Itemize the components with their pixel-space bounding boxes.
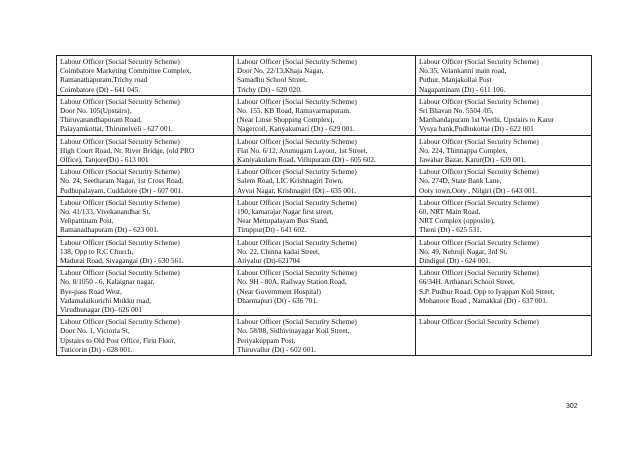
address-line: No. 49, Nehruji Nagar, 3rd St, bbox=[419, 246, 508, 256]
office-title: Labour Officer (Social Security Scheme) bbox=[419, 57, 539, 66]
address-cell bbox=[57, 316, 234, 356]
address-line: No.35, Velankanni main road, bbox=[419, 66, 507, 76]
address-cell bbox=[416, 236, 592, 267]
address-line: Dindigul (Dt) - 624 001. bbox=[419, 256, 491, 266]
address-cell bbox=[234, 95, 416, 135]
office-title: Labour Officer (Social Security Scheme) bbox=[60, 96, 180, 106]
address-table-body bbox=[57, 56, 592, 356]
address-line: Avvai Nagar, Krishnagiri (Dt) - 635 001. bbox=[237, 185, 357, 195]
address-line: Tuticorin (Dt) - 628 001. bbox=[60, 344, 133, 354]
office-title: Labour Officer (Social Security Scheme) bbox=[237, 57, 357, 66]
address-line: 60, NRT Main Road, bbox=[419, 207, 481, 217]
address-cell bbox=[57, 166, 234, 197]
address-line: Ramanadhapuram (Dt) - 623 001. bbox=[60, 225, 159, 235]
address-line: Periyakuppam Post, bbox=[237, 335, 296, 345]
office-title: Labour Officer (Social Security Scheme) bbox=[419, 167, 539, 177]
office-title: Labour Officer (Social Security Scheme) bbox=[237, 317, 357, 327]
address-line: Office), Tanjore(Dt) - 613 001 bbox=[60, 155, 149, 165]
address-line: No. 58/88, Sidhivinayagar Koil Street, bbox=[237, 326, 350, 336]
address-line: Door No. 105(Upstairs), bbox=[60, 106, 132, 116]
address-line: S.P. Pudhur Road, Opp to Iyappan Koil Street, bbox=[419, 286, 555, 296]
office-title: Labour Officer (Social Security Scheme) bbox=[237, 167, 357, 177]
address-line: No. 41/133, Vivekanandhar St, bbox=[60, 207, 151, 217]
address-line: Coimbatore Marketing Committee Complex, bbox=[60, 66, 192, 76]
office-title: Labour Officer (Social Security Scheme) bbox=[60, 136, 180, 146]
office-title: Labour Officer (Social Security Scheme) bbox=[237, 96, 357, 106]
address-line: Tiruppur(Dt) - 641 602. bbox=[237, 225, 307, 235]
table-row bbox=[57, 236, 592, 267]
address-line: 138, Opp to R.C Church, bbox=[60, 246, 134, 256]
address-line: Door No. 22/13,Khaja Nagar, bbox=[237, 66, 324, 76]
address-line: Puthur, Manjakollai Post bbox=[419, 75, 492, 85]
address-line: Vysya bank,Pudhukottai (Dt) - 622 001 bbox=[419, 124, 534, 134]
address-cell bbox=[416, 166, 592, 197]
address-cell bbox=[57, 95, 234, 135]
address-line: Door No. 1, Victoria St, bbox=[60, 326, 130, 336]
table-row bbox=[57, 316, 592, 356]
address-line: Nagercoil, Kanyakumari (Dt) - 629 001. bbox=[237, 124, 355, 134]
table-row bbox=[57, 196, 592, 236]
address-line: Thiruvanandhapuram Road, bbox=[60, 115, 142, 125]
address-cell bbox=[234, 166, 416, 197]
page-number: 302 bbox=[566, 403, 578, 410]
address-line: Flat No. 6/12, Arumugam Layout, 1st Street, bbox=[237, 145, 368, 155]
address-line: Dharmapuri (Dt) - 636 701. bbox=[237, 295, 318, 305]
address-line: No. 224, Thinnappa Complex, bbox=[419, 145, 508, 155]
office-title: Labour Officer (Social Security Scheme) bbox=[60, 197, 180, 207]
office-title: Labour Officer (Social Security Scheme) bbox=[60, 167, 180, 177]
table-row bbox=[57, 95, 592, 135]
address-line: (Near Linse Shopping Complex), bbox=[237, 115, 335, 125]
address-line: Pudhupalayam, Cuddalore (Dt) - 607 001. bbox=[60, 185, 184, 195]
address-cell bbox=[57, 196, 234, 236]
address-line: Trichy (Dt) - 620 020. bbox=[237, 84, 302, 94]
address-line: Nagapattinam (Dt) - 611 106. bbox=[419, 84, 506, 94]
address-line: Salem Road, LIC Krishnagiri Town, bbox=[237, 176, 343, 186]
address-cell bbox=[416, 95, 592, 135]
address-line: No. 22, Chinna kadai Street, bbox=[237, 246, 320, 256]
table-row bbox=[57, 135, 592, 166]
address-cell bbox=[416, 267, 592, 316]
address-cell bbox=[416, 56, 592, 96]
address-line: Ramanathapuram,Trichy road bbox=[60, 75, 148, 85]
address-line: Madurai Road, Sivagangai (Dt) - 630 561. bbox=[60, 256, 184, 266]
address-cell bbox=[57, 236, 234, 267]
address-line: No. 8/1050 - 6, Kalaignar nagar, bbox=[60, 277, 155, 287]
address-line: High Court Road, Nr. River Bridge, (old PRO bbox=[60, 145, 195, 155]
address-cell bbox=[57, 267, 234, 316]
address-line: 66/34H. Arthanari School Street, bbox=[419, 277, 515, 287]
address-line: Ooty town,Ooty , Nilgiri (Dt) - 643 001. bbox=[419, 185, 537, 195]
address-line: Bye-pass Road West, bbox=[60, 286, 122, 296]
address-line: Marthandapuram 1st Veethi, Upstairs to Karur bbox=[419, 115, 555, 125]
address-line: Mohanoor Road , Namakkal (Dt) - 637 001. bbox=[419, 295, 548, 305]
table-row bbox=[57, 56, 592, 96]
office-title: Labour Officer (Social Security Scheme) bbox=[419, 268, 539, 278]
address-cell bbox=[416, 316, 592, 356]
address-cell bbox=[234, 236, 416, 267]
address-line: Ariyalur (Dt)-621704 bbox=[237, 256, 301, 266]
office-title: Labour Officer (Social Security Scheme) bbox=[237, 136, 357, 146]
address-line: Near Mettupalayam Bus Stand, bbox=[237, 216, 329, 226]
address-line: Virudhunagar (Dt)- 626 001 bbox=[60, 305, 143, 315]
office-title: Labour Officer (Social Security Scheme) bbox=[419, 317, 539, 327]
address-line: Thiruvallur (Dt) - 602 001. bbox=[237, 344, 316, 354]
address-line: Jawahar Bazar, Karur(Dt) - 639 001. bbox=[419, 155, 526, 165]
address-line: No. 24, Seetharam Nagar, 1st Cross Road, bbox=[60, 176, 184, 186]
office-title: Labour Officer (Social Security Scheme) bbox=[237, 268, 357, 278]
address-cell bbox=[234, 196, 416, 236]
office-title: Labour Officer (Social Security Scheme) bbox=[60, 317, 180, 327]
address-cell bbox=[234, 316, 416, 356]
address-cell bbox=[416, 135, 592, 166]
labour-office-address-table bbox=[56, 55, 592, 356]
address-line: No. 274D, State Bank Lane, bbox=[419, 176, 502, 186]
address-line: 190, kamarajar Nagar first street, bbox=[237, 207, 334, 217]
address-line: (Near Government Hospital) bbox=[237, 286, 321, 296]
office-title: Labour Officer (Social Security Scheme) bbox=[237, 237, 357, 247]
address-cell bbox=[57, 135, 234, 166]
office-title: Labour Officer (Social Security Scheme) bbox=[60, 57, 180, 66]
office-title: Labour Officer (Social Security Scheme) bbox=[419, 197, 539, 207]
address-cell bbox=[416, 196, 592, 236]
address-line: No. 155, KB Road, Ramavarmapuram. bbox=[237, 106, 351, 116]
address-cell bbox=[234, 135, 416, 166]
address-line: Sri Bhavan No. 5504 /05, bbox=[419, 106, 494, 116]
address-line: Coimbatore (Dt) - 641 045. bbox=[60, 84, 141, 94]
office-title: Labour Officer (Social Security Scheme) bbox=[419, 237, 539, 247]
address-line: Kaniyakulam Road, Villupuram (Dt) - 605 602. bbox=[237, 155, 376, 165]
address-line: Samadhu School Street, bbox=[237, 75, 307, 85]
table-row bbox=[57, 166, 592, 197]
office-title: Labour Officer (Social Security Scheme) bbox=[419, 96, 539, 106]
address-line: Vadamalaikurichi Mukku road, bbox=[60, 295, 151, 305]
address-cell bbox=[234, 267, 416, 316]
office-title: Labour Officer (Social Security Scheme) bbox=[237, 197, 357, 207]
address-line: Upstairs to Old Post Office, First Floor, bbox=[60, 335, 176, 345]
address-cell bbox=[234, 56, 416, 96]
address-line: NRT Complex (opposite), bbox=[419, 216, 495, 226]
table-row bbox=[57, 267, 592, 316]
address-line: Theni (Dt) - 625 531. bbox=[419, 225, 482, 235]
address-line: No. 9H - 80A, Railway Station Road, bbox=[237, 277, 347, 287]
address-line: Velipattinam Post, bbox=[60, 216, 114, 226]
office-title: Labour Officer (Social Security Scheme) bbox=[419, 136, 539, 146]
address-cell bbox=[57, 56, 234, 96]
office-title: Labour Officer (Social Security Scheme) bbox=[60, 268, 180, 278]
address-line: Palayamkottai, Thirunelveli - 627 001. bbox=[60, 124, 173, 134]
office-title: Labour Officer (Social Security Scheme) bbox=[60, 237, 180, 247]
